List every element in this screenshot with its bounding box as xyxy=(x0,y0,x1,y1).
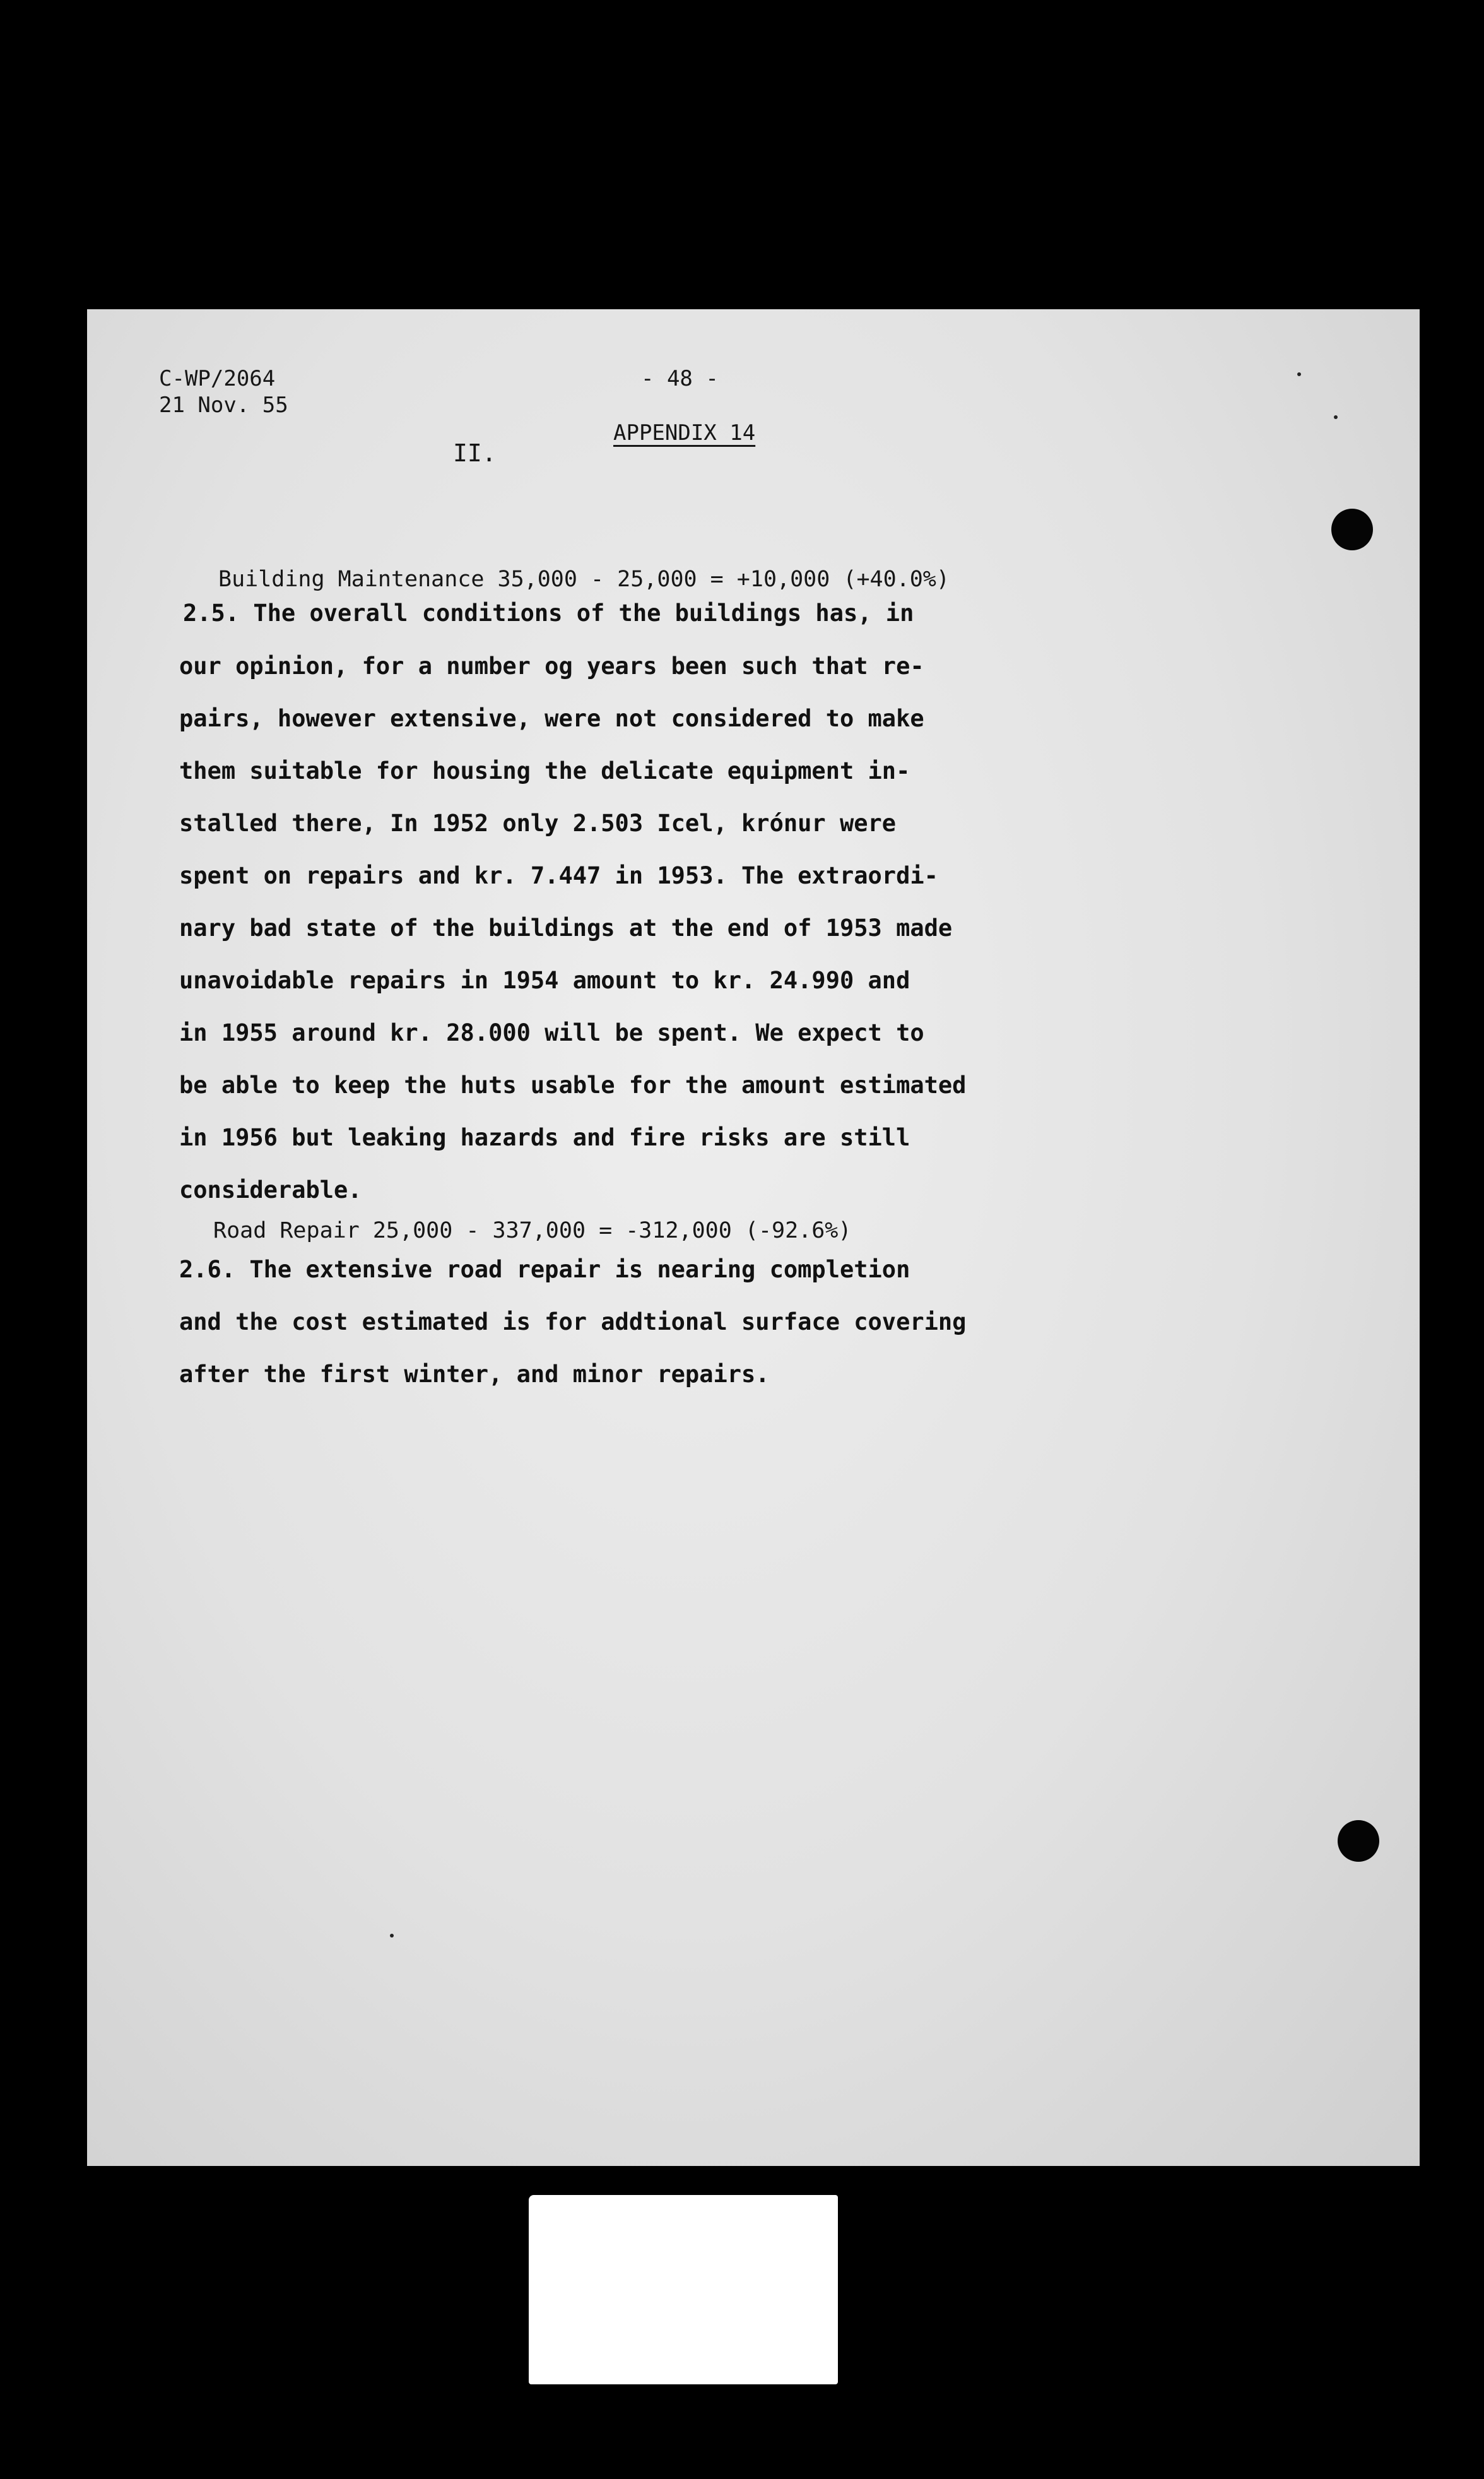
text-line: after the first winter, and minor repairs. xyxy=(179,1361,770,1388)
speck-mark xyxy=(390,1934,394,1938)
page-number: - 48 - xyxy=(641,366,719,391)
speck-mark xyxy=(1334,415,1338,419)
appendix-title: APPENDIX 14 xyxy=(613,420,756,446)
text-line: 2.5. The overall conditions of the buildings has, in xyxy=(183,600,914,627)
punch-hole-bottom xyxy=(1338,1820,1379,1862)
text-line: 2.6. The extensive road repair is nearing completion xyxy=(179,1256,910,1283)
text-line: in 1956 but leaking hazards and fire risks are still xyxy=(179,1124,910,1151)
text-line: and the cost estimated is for addtional surface covering xyxy=(179,1308,967,1335)
doc-reference: C-WP/2064 xyxy=(159,366,276,391)
blank-label-card xyxy=(529,2195,838,2384)
text-line: nary bad state of the buildings at the end of 1953 made xyxy=(179,914,953,942)
punch-hole-top xyxy=(1331,509,1373,550)
text-line: them suitable for housing the delicate equipment in- xyxy=(179,757,910,784)
text-line: in 1955 around kr. 28.000 will be spent. We expect to xyxy=(179,1019,924,1046)
building-maintenance-line: Building Maintenance 35,000 - 25,000 = +10,000 (+40.0%) xyxy=(218,567,950,592)
road-repair-line: Road Repair 25,000 - 337,000 = -312,000 (-92.6%) xyxy=(213,1218,852,1243)
section-number: II. xyxy=(453,439,497,467)
text-line: be able to keep the huts usable for the amount estimated xyxy=(179,1072,967,1099)
text-line: stalled there, In 1952 only 2.503 Icel, krónur were xyxy=(179,810,897,837)
text-line: spent on repairs and kr. 7.447 in 1953. The extraordi- xyxy=(179,862,938,889)
speck-mark xyxy=(1297,372,1301,376)
text-line: pairs, however extensive, were not considered to make xyxy=(179,705,924,732)
text-line: unavoidable repairs in 1954 amount to kr. 24.990 and xyxy=(179,967,910,994)
text-line: considerable. xyxy=(179,1176,362,1204)
text-line: our opinion, for a number og years been such that re- xyxy=(179,653,924,680)
doc-date: 21 Nov. 55 xyxy=(159,393,288,418)
